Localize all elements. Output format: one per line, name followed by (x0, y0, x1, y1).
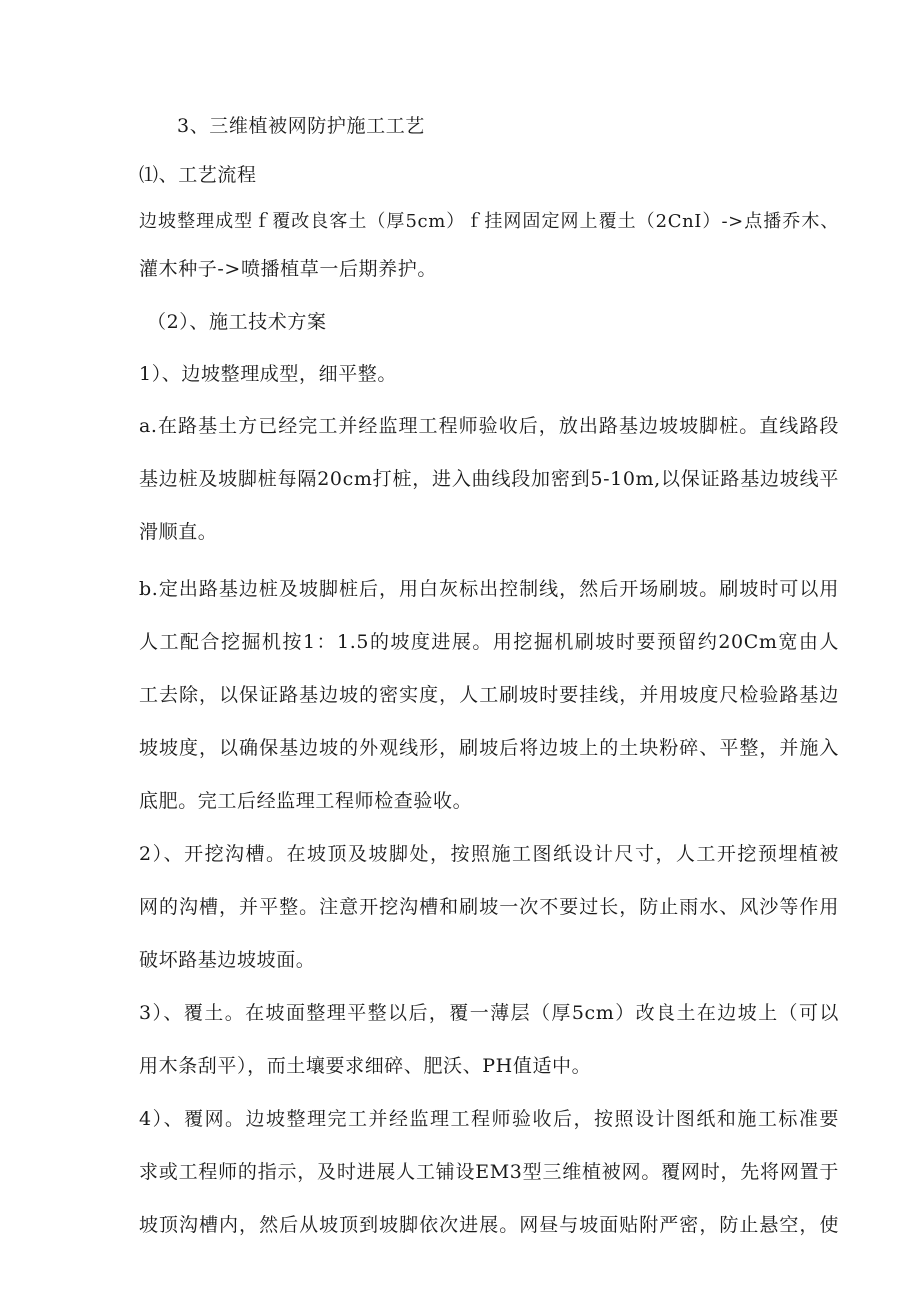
paragraph-line: a.在路基土方已经完工并经监理工程师验收后，放出路基边坡坡脚桩。直线路段 (139, 415, 839, 437)
item-heading: 1）、边坡整理成型，细平整。 (139, 363, 397, 385)
paragraph-line: 用木条刮平），而土壤要求细碎、肥沃、PH值适中。 (139, 1055, 592, 1077)
paragraph-line: 2）、开挖沟槽。在坡顶及坡脚处，按照施工图纸设计尺寸，人工开挖预埋植被 (139, 843, 839, 865)
paragraph-line: 坡顶沟槽内，然后从坡顶到坡脚依次进展。网昼与坡面贴附严密，防止悬空，使 (139, 1214, 839, 1236)
paragraph-line: 灌木种子->喷播植草一后期养护。 (139, 258, 437, 280)
paragraph-line: b.定出路基边桩及坡脚桩后，用白灰标出控制线，然后开场刷坡。刷坡时可以用 (139, 578, 839, 600)
section-heading: 3、三维植被网防护施工工艺 (177, 115, 425, 137)
paragraph-line: 底肥。完工后经监理工程师检查验收。 (139, 790, 473, 812)
paragraph-line: 滑顺直。 (139, 521, 218, 543)
paragraph-line: 破坏路基边坡坡面。 (139, 949, 316, 971)
document-body (139, 112, 839, 1239)
paragraph-line: 4）、覆网。边坡整理完工并经监理工程师验收后，按照设计图纸和施工标准要 (139, 1108, 839, 1130)
subsection-heading: （2）、施工技术方案 (147, 311, 327, 333)
paragraph-line: 坡坡度，以确保基边坡的外观线形，刷坡后将边坡上的土块粉碎、平整，并施入 (139, 737, 839, 759)
paragraph-line: 工去除，以保证路基边坡的密实度，人工刷坡时要挂线，并用坡度尺检验路基边 (139, 684, 839, 706)
paragraph-line: 网的沟槽，并平整。注意开挖沟槽和刷坡一次不要过长，防止雨水、风沙等作用 (139, 896, 839, 918)
paragraph-line: 人工配合挖掘机按1：1.5的坡度进展。用挖掘机刷坡时要预留约20Cm宽由人 (139, 631, 839, 653)
paragraph-line: 3）、覆土。在坡面整理平整以后，覆一薄层（厚5cm）改良土在边坡上（可以 (139, 1002, 839, 1024)
paragraph-line: 基边桩及坡脚桩每隔20cm打桩，进入曲线段加密到5-10m,以保证路基边坡线平 (139, 468, 839, 490)
paragraph-line: 求或工程师的指示，及时进展人工铺设EM3型三维植被网。覆网时，先将网置于 (139, 1161, 839, 1183)
paragraph-line: 边坡整理成型ｆ覆改良客土（厚5cm）ｆ挂网固定网上覆土（2CnI）->点播乔木、 (139, 211, 839, 232)
subsection-heading: ⑴、工艺流程 (139, 164, 257, 186)
